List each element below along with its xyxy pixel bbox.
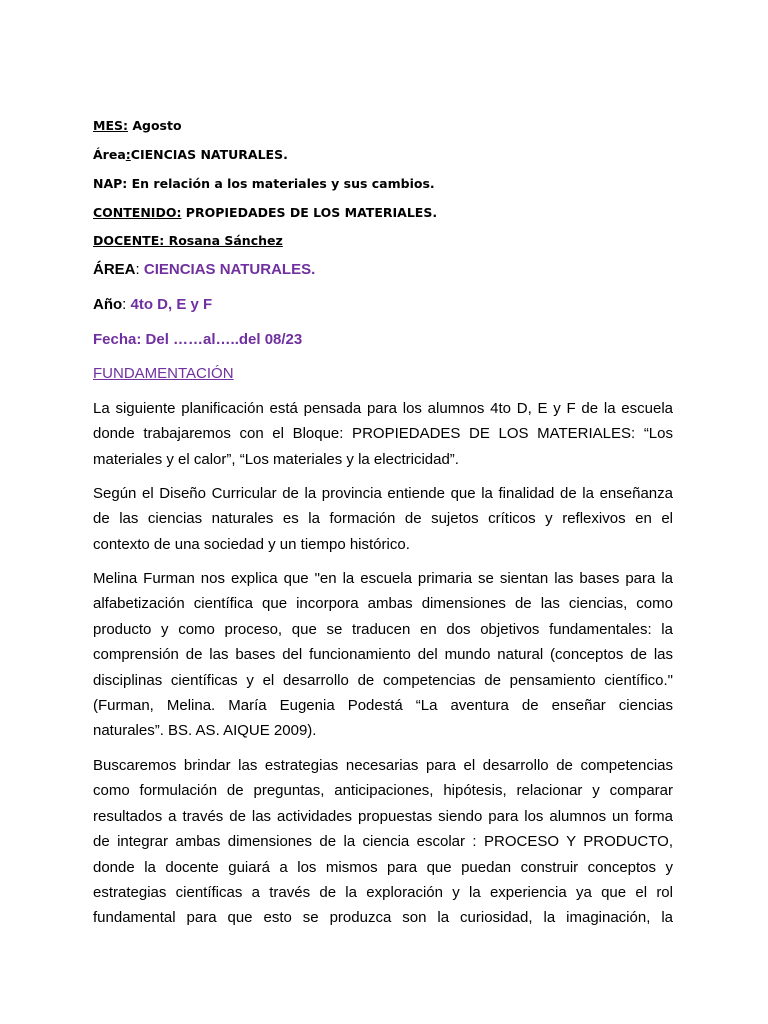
- paragraph-line: fundamental para que esto se produzca son la curiosidad, la imaginación, la: [93, 909, 673, 927]
- area-header-value: CIENCIAS NATURALES.: [130, 147, 288, 162]
- mes-line: [93, 118, 182, 134]
- area-header-colon: :: [125, 147, 131, 162]
- paragraph-line: Buscaremos brindar las estrategias necesarias para el desarrollo de competencias: [93, 757, 673, 774]
- paragraph-line: de las ciencias naturales es la formación de sujetos críticos y reflexivos en el: [93, 510, 673, 528]
- paragraph-4: [93, 753, 673, 931]
- paragraph-line: donde la docente guiará a los mismos para que puedan construir conceptos y: [93, 858, 673, 876]
- paragraph-3: [93, 566, 673, 744]
- paragraph-line: producto y como proceso, que se traducen en dos objetivos fundamentales: la: [93, 620, 673, 638]
- contenido-value: PROPIEDADES DE LOS MATERIALES.: [181, 205, 438, 220]
- paragraph-line: Según el Diseño Curricular de la provincia entiende que la finalidad de la enseñanza: [93, 485, 673, 502]
- paragraph-line: Melina Furman nos explica que "en la escuela primaria se sientan las bases para la: [93, 570, 673, 587]
- anio-sep: :: [122, 296, 131, 313]
- docente-line: [93, 233, 283, 249]
- paragraph-line: materiales y el calor”, “Los materiales y la electricidad”.: [93, 450, 459, 468]
- paragraph-line: resultados a través de las actividades propuestas siendo para los alumnos un forma: [93, 807, 673, 825]
- area-meta-sep: :: [135, 261, 144, 278]
- paragraph-line: (Furman, Melina. María Eugenia Podestá “La aventura de enseñar ciencias: [93, 697, 673, 715]
- paragraph-line: comprensión de las bases del funcionamiento del mundo natural (conceptos de las: [93, 646, 673, 664]
- paragraph-line: de integrar ambas dimensiones de la ciencia escolar : PROCESO Y PRODUCTO,: [93, 833, 673, 851]
- paragraph-1: [93, 396, 673, 472]
- paragraph-line: disciplinas científicas y el desarrollo de competencias de pensamiento científico.": [93, 671, 673, 689]
- fundamentacion-title: FUNDAMENTACIÓN: [93, 365, 234, 382]
- area-header-line: [93, 147, 288, 163]
- paragraph-line: naturales”. BS. AS. AIQUE 2009).: [93, 722, 317, 740]
- paragraph-line: estrategias científicas a través de la exploración y la experiencia ya que el rol: [93, 884, 673, 902]
- nap-line: NAP: En relación a los materiales y sus cambios.: [93, 176, 435, 191]
- area-meta-label: ÁREA: [93, 261, 136, 278]
- paragraph-2: [93, 481, 673, 557]
- contenido-line: [93, 205, 437, 221]
- anio-label: Año: [93, 296, 123, 313]
- anio-value: 4to D, E y F: [130, 296, 213, 313]
- mes-label: MES:: [93, 118, 128, 133]
- contenido-label: CONTENIDO:: [93, 205, 182, 220]
- area-meta-line: [93, 261, 315, 279]
- paragraph-line: como formulación de preguntas, anticipaciones, hipótesis, relacionar y comparar: [93, 782, 673, 800]
- mes-value: Agosto: [127, 118, 182, 133]
- paragraph-line: contexto de una sociedad y un tiempo histórico.: [93, 535, 410, 553]
- area-header-prefix: Área: [93, 147, 126, 162]
- paragraph-line: alfabetización científica que incorpora ambas dimensiones de las ciencias, como: [93, 595, 673, 613]
- paragraph-line: La siguiente planificación está pensada para los alumnos 4to D, E y F de la escuela: [93, 400, 673, 417]
- anio-line: [93, 296, 212, 314]
- docente-text: DOCENTE: Rosana Sánchez: [93, 233, 283, 248]
- fecha-line: Fecha: Del ……al…..del 08/23: [93, 331, 303, 348]
- area-meta-value: CIENCIAS NATURALES.: [143, 261, 316, 278]
- paragraph-line: donde trabajaremos con el Bloque: PROPIEDADES DE LOS MATERIALES: “Los: [93, 425, 673, 443]
